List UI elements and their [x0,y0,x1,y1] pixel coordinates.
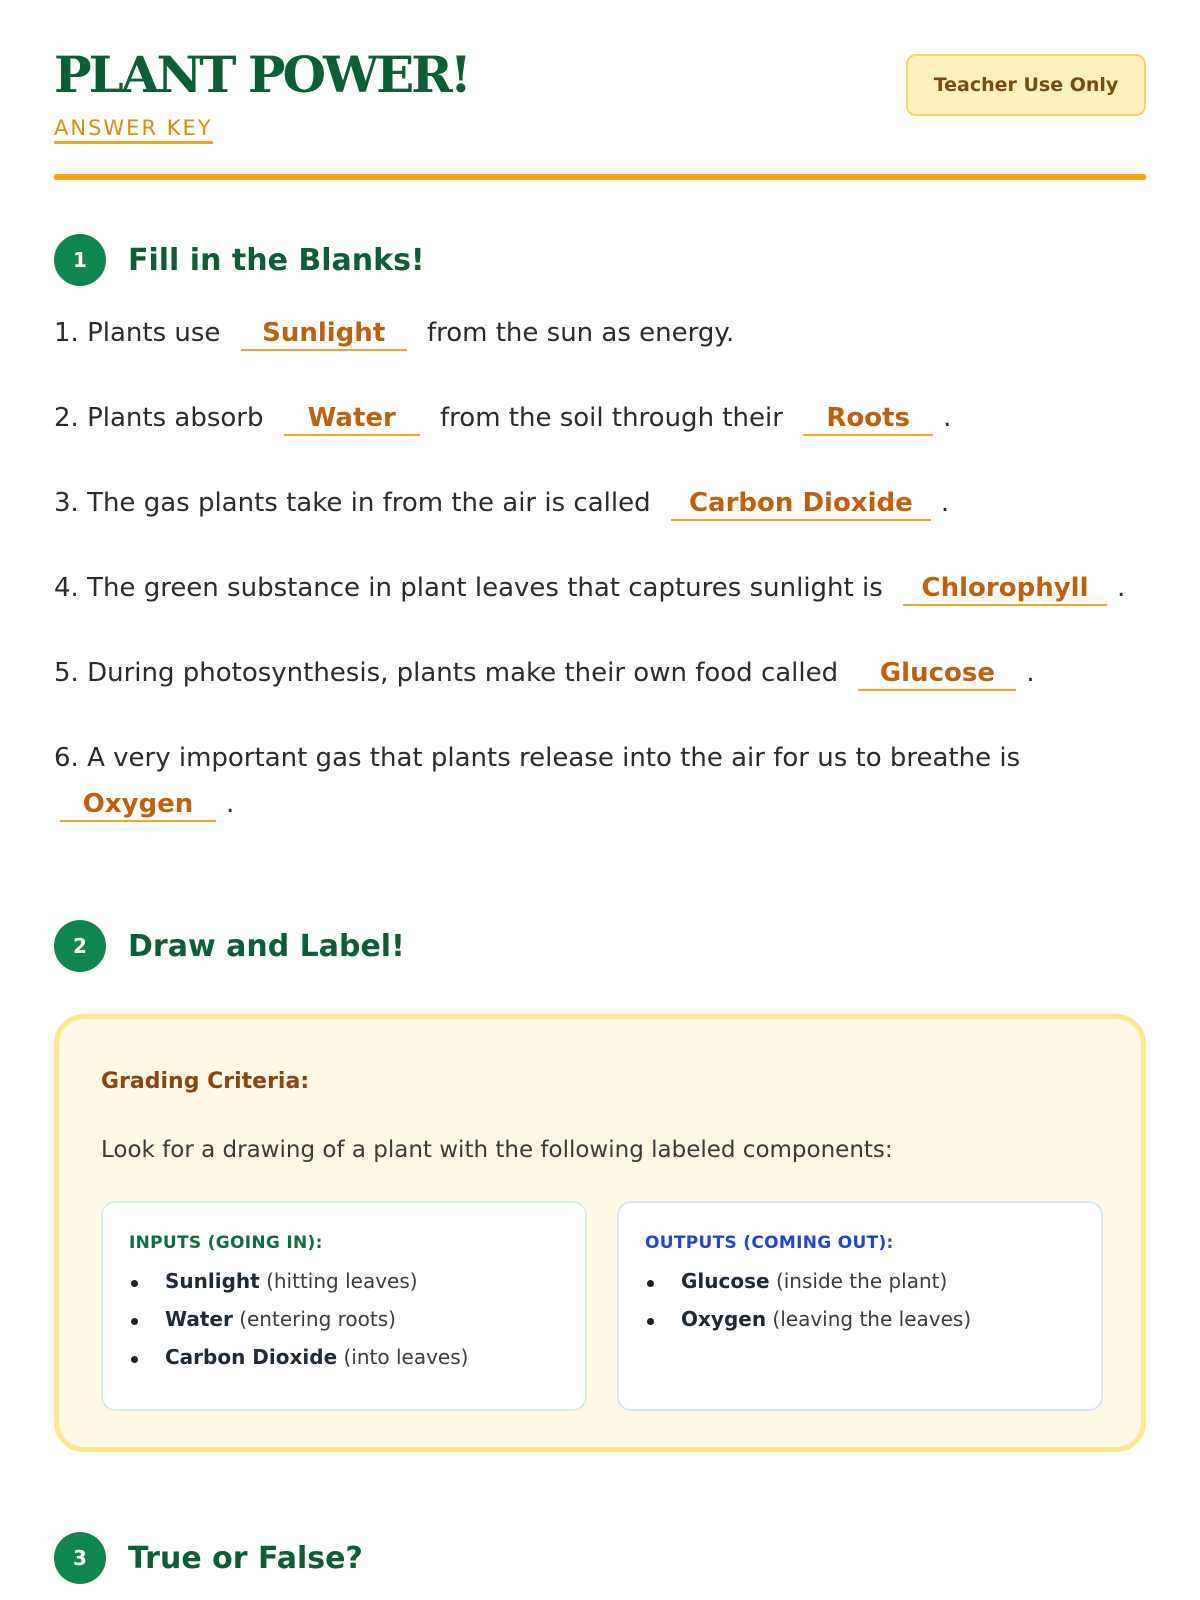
answer-blank: Glucose [858,659,1016,691]
answer-blank: Carbon Dioxide [671,489,931,521]
answer-blank: Chlorophyll [903,574,1107,606]
item-detail: (leaving the leaves) [772,1307,972,1331]
question-text: 3. The gas plants take in from the air is called [54,488,651,518]
answer-blank: Water [284,404,420,436]
page-subtitle: ANSWER KEY [54,116,213,144]
question-text: from the sun as energy. [426,318,735,348]
question-4 [54,573,1125,606]
answer-blank: Oxygen [60,790,216,822]
section-3-heading [54,1532,363,1584]
section-1-heading [54,234,425,286]
question-text: 6. A very important gas that plants release into the air for us to breathe is [54,743,1021,773]
grading-criteria-description: Look for a drawing of a plant with the following labeled components: [101,1137,893,1163]
page-header [54,0,1146,180]
question-text: 2. Plants absorb [54,403,264,433]
question-2 [54,403,951,436]
item-term: Glucose [681,1269,770,1293]
item-detail: (into leaves) [343,1345,469,1369]
teacher-use-badge: Teacher Use Only [906,54,1146,116]
section-number-badge: 1 [54,234,106,286]
section-title: Fill in the Blanks! [128,242,425,278]
question-text: from the soil through their [440,403,783,433]
question-text: . [943,403,952,433]
question-3 [54,488,949,521]
question-1 [54,318,734,351]
item-term: Water [165,1307,233,1331]
header-divider [54,174,1146,180]
item-detail: (inside the plant) [775,1269,948,1293]
list-item [129,1307,559,1331]
item-term: Carbon Dioxide [165,1345,338,1369]
question-text: . [1026,658,1035,688]
item-term: Oxygen [681,1307,767,1331]
answer-blank: Sunlight [241,319,407,351]
question-6-continued [54,789,234,822]
question-text: 1. Plants use [54,318,221,348]
section-number-badge: 2 [54,920,106,972]
answer-blank: Roots [803,404,933,436]
item-term: Sunlight [165,1269,260,1293]
inputs-card [101,1201,587,1411]
item-detail: (hitting leaves) [266,1269,418,1293]
question-text: 4. The green substance in plant leaves that captures sunlight is [54,573,883,603]
section-title: True or False? [128,1540,363,1576]
answer-key-page [54,0,1146,1576]
question-5 [54,658,1035,691]
section-2-heading [54,920,405,972]
page-title: PLANT POWER! [54,45,469,104]
inputs-list [129,1269,559,1369]
question-text: . [226,789,235,819]
outputs-heading: OUTPUTS (COMING OUT): [645,1233,894,1253]
item-detail: (entering roots) [239,1307,396,1331]
question-text: . [940,488,950,518]
inputs-heading: INPUTS (GOING IN): [129,1233,323,1253]
section-number-badge: 3 [54,1532,106,1584]
list-item [129,1269,559,1293]
question-6 [54,743,1020,773]
outputs-list [645,1269,1075,1331]
grading-criteria-label: Grading Criteria: [101,1069,310,1094]
grading-criteria-box [54,1014,1146,1452]
section-title: Draw and Label! [128,928,405,964]
outputs-card [617,1201,1103,1411]
question-text: 5. During photosynthesis, plants make their own food called [54,658,839,688]
list-item [645,1307,1075,1331]
list-item [129,1345,559,1369]
list-item [645,1269,1075,1293]
question-text: . [1117,573,1126,603]
